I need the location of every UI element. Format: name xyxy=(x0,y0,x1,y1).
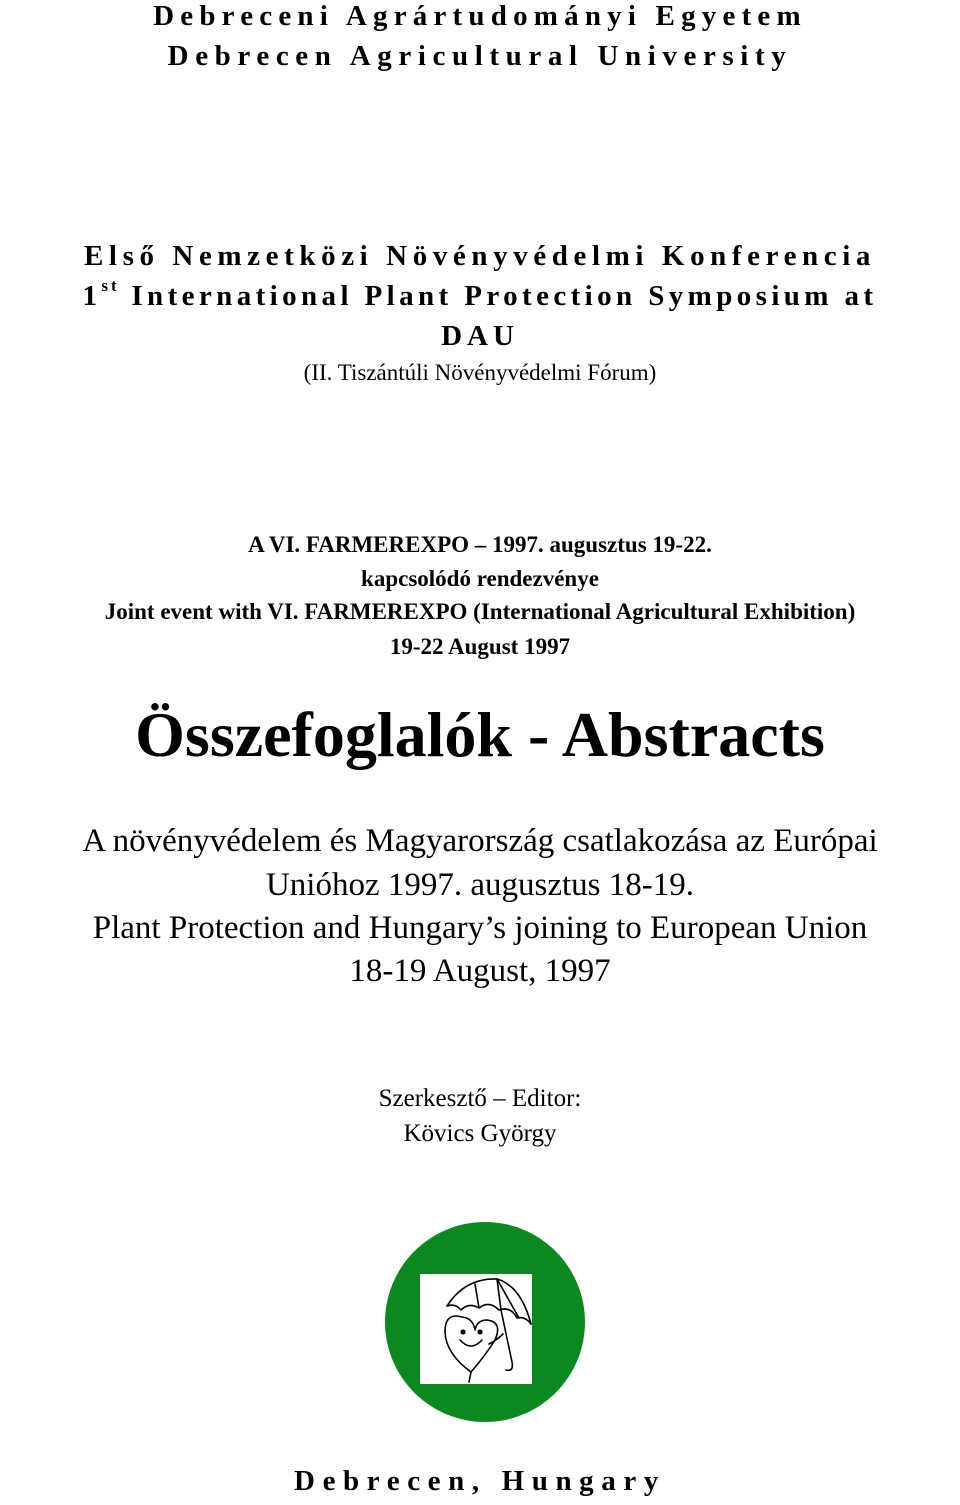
subtitle-en-line-1: Plant Protection and Hungary’s joining to European Union xyxy=(92,910,868,946)
conference-title-en xyxy=(0,276,960,313)
editor-label: Szerkesztő – Editor: xyxy=(378,1085,582,1112)
smiling-heart-under-umbrella-icon xyxy=(385,1222,585,1422)
logo xyxy=(385,1222,585,1422)
expo-line-2: kapcsolódó rendezvénye xyxy=(361,566,599,591)
subtitle-hu-line-1: A növényvédelem és Magyarország csatlakozása az Európai xyxy=(82,823,878,859)
footer-place: Debrecen, Hungary xyxy=(294,1465,666,1497)
conference-title-hu: Első Nemzetközi Növényvédelmi Konferencia xyxy=(83,240,877,272)
forum-subtitle: (II. Tiszántúli Növényvédelmi Fórum) xyxy=(303,360,657,385)
ordinal-number: 1 xyxy=(82,280,102,312)
conference-title-en-text: International Plant Protection Symposium at xyxy=(131,280,878,312)
editor-name: Kövics György xyxy=(403,1120,557,1147)
expo-line-1: A VI. FARMEREXPO – 1997. augusztus 19-22. xyxy=(248,532,712,557)
expo-line-3: Joint event with VI. FARMEREXPO (International Agricultural Exhibition) xyxy=(104,599,856,624)
university-name-hu: Debreceni Agrártudományi Egyetem xyxy=(153,0,807,32)
conference-title-en-line2: DAU xyxy=(441,320,519,352)
university-name-en: Debrecen Agricultural University xyxy=(167,40,793,72)
expo-line-4: 19-22 August 1997 xyxy=(389,634,571,659)
main-title: Összefoglalók - Abstracts xyxy=(135,699,825,770)
subtitle-hu-line-2: Unióhoz 1997. augusztus 18-19. xyxy=(265,867,695,903)
ordinal-suffix: st xyxy=(101,276,120,295)
subtitle-en-line-2: 18-19 August, 1997 xyxy=(349,953,611,989)
